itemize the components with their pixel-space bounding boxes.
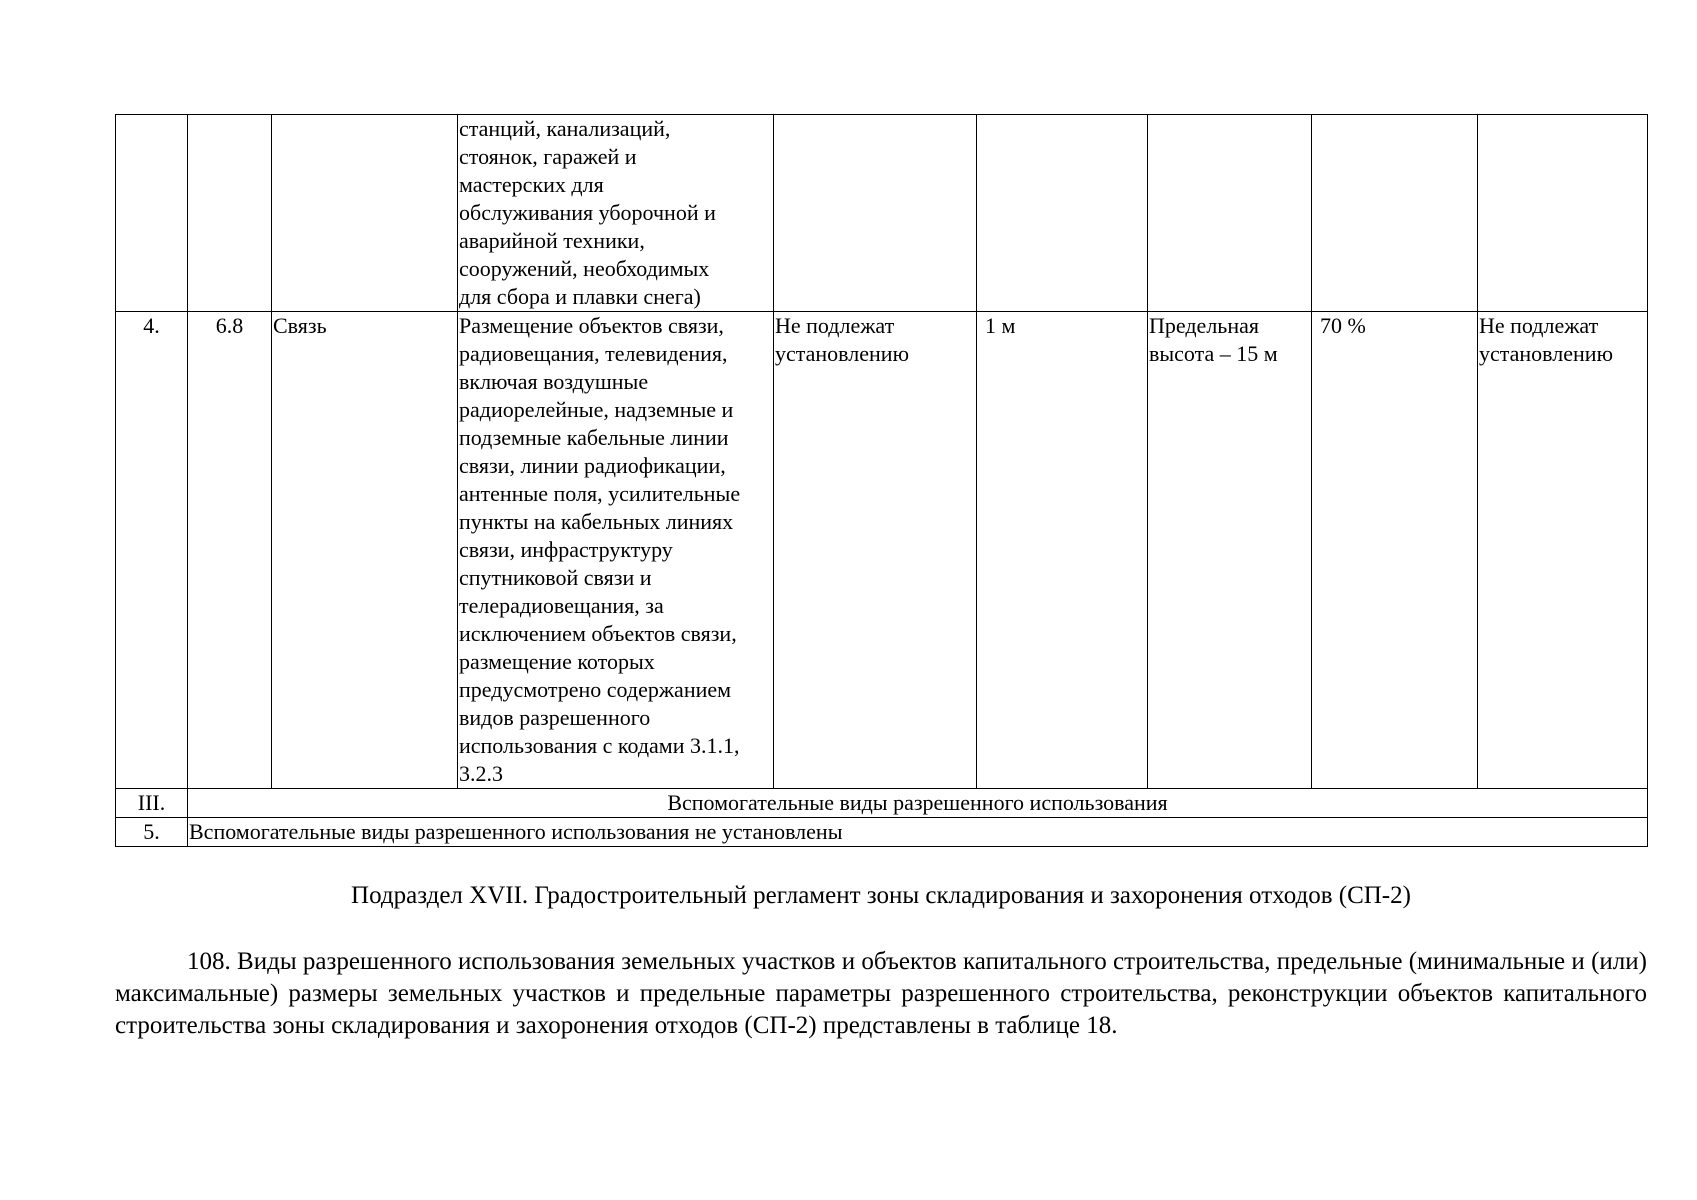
cell-number: 4. — [116, 312, 188, 789]
cell-section-title: Вспомогательные виды разрешенного использования — [188, 789, 1648, 818]
cell-other — [1478, 115, 1648, 312]
cell-description: Размещение объектов связи, радиовещания, телевидения, включая воздушные радиорелейные, надземные и подземные кабельные линии связи, линии радиофикации, антенные поля, усилительные пункты на кабельных линиях связи, инфраструктуру спутниковой связи и телерадиовещания, за исключением объектов связи, размещение которых предусмотрено содержанием видов разрешенного использования с кодами 3.1.1, 3.2.3 — [458, 312, 774, 789]
cell-section-number: III. — [116, 789, 188, 818]
table-row-none — [116, 818, 1648, 847]
table-row-item — [116, 312, 1648, 789]
cell-number — [116, 115, 188, 312]
cell-setback — [977, 115, 1148, 312]
cell-other: Не подлежат установлению — [1478, 312, 1648, 789]
cell-plot-size: Не подлежат установлению — [774, 312, 977, 789]
table-row-continuation — [116, 115, 1648, 312]
cell-coverage: 70 % — [1312, 312, 1478, 789]
cell-name: Связь — [272, 312, 458, 789]
cell-description: станций, канализаций, стоянок, гаражей и мастерских для обслуживания уборочной и аварийной техники, сооружений, необходимых для сбора и плавки снега) — [458, 115, 774, 312]
table-row-section — [116, 789, 1648, 818]
cell-name — [272, 115, 458, 312]
cell-number: 5. — [116, 818, 188, 847]
cell-setback: 1 м — [977, 312, 1148, 789]
cell-coverage — [1312, 115, 1478, 312]
cell-height — [1148, 115, 1312, 312]
cell-code — [188, 115, 272, 312]
cell-plot-size — [774, 115, 977, 312]
cell-height: Предельная высота – 15 м — [1148, 312, 1312, 789]
cell-code: 6.8 — [188, 312, 272, 789]
cell-none-text: Вспомогательные виды разрешенного использования не установлены — [188, 818, 1648, 847]
paragraph-108: 108. Виды разрешенного использования земельных участков и объектов капитального строительства, предельные (минимальные и (или) максимальные) размеры земельных участков и предельные параметры разрешенного строительства, реконструкции объектов капитального строительства зоны складирования и захоронения отходов (СП-2) представлены в таблице 18. — [115, 948, 1647, 1039]
regulation-table — [115, 114, 1648, 847]
subsection-title: Подраздел XVII. Градостроительный регламент зоны складирования и захоронения отходов (СП-2) — [351, 882, 1411, 909]
